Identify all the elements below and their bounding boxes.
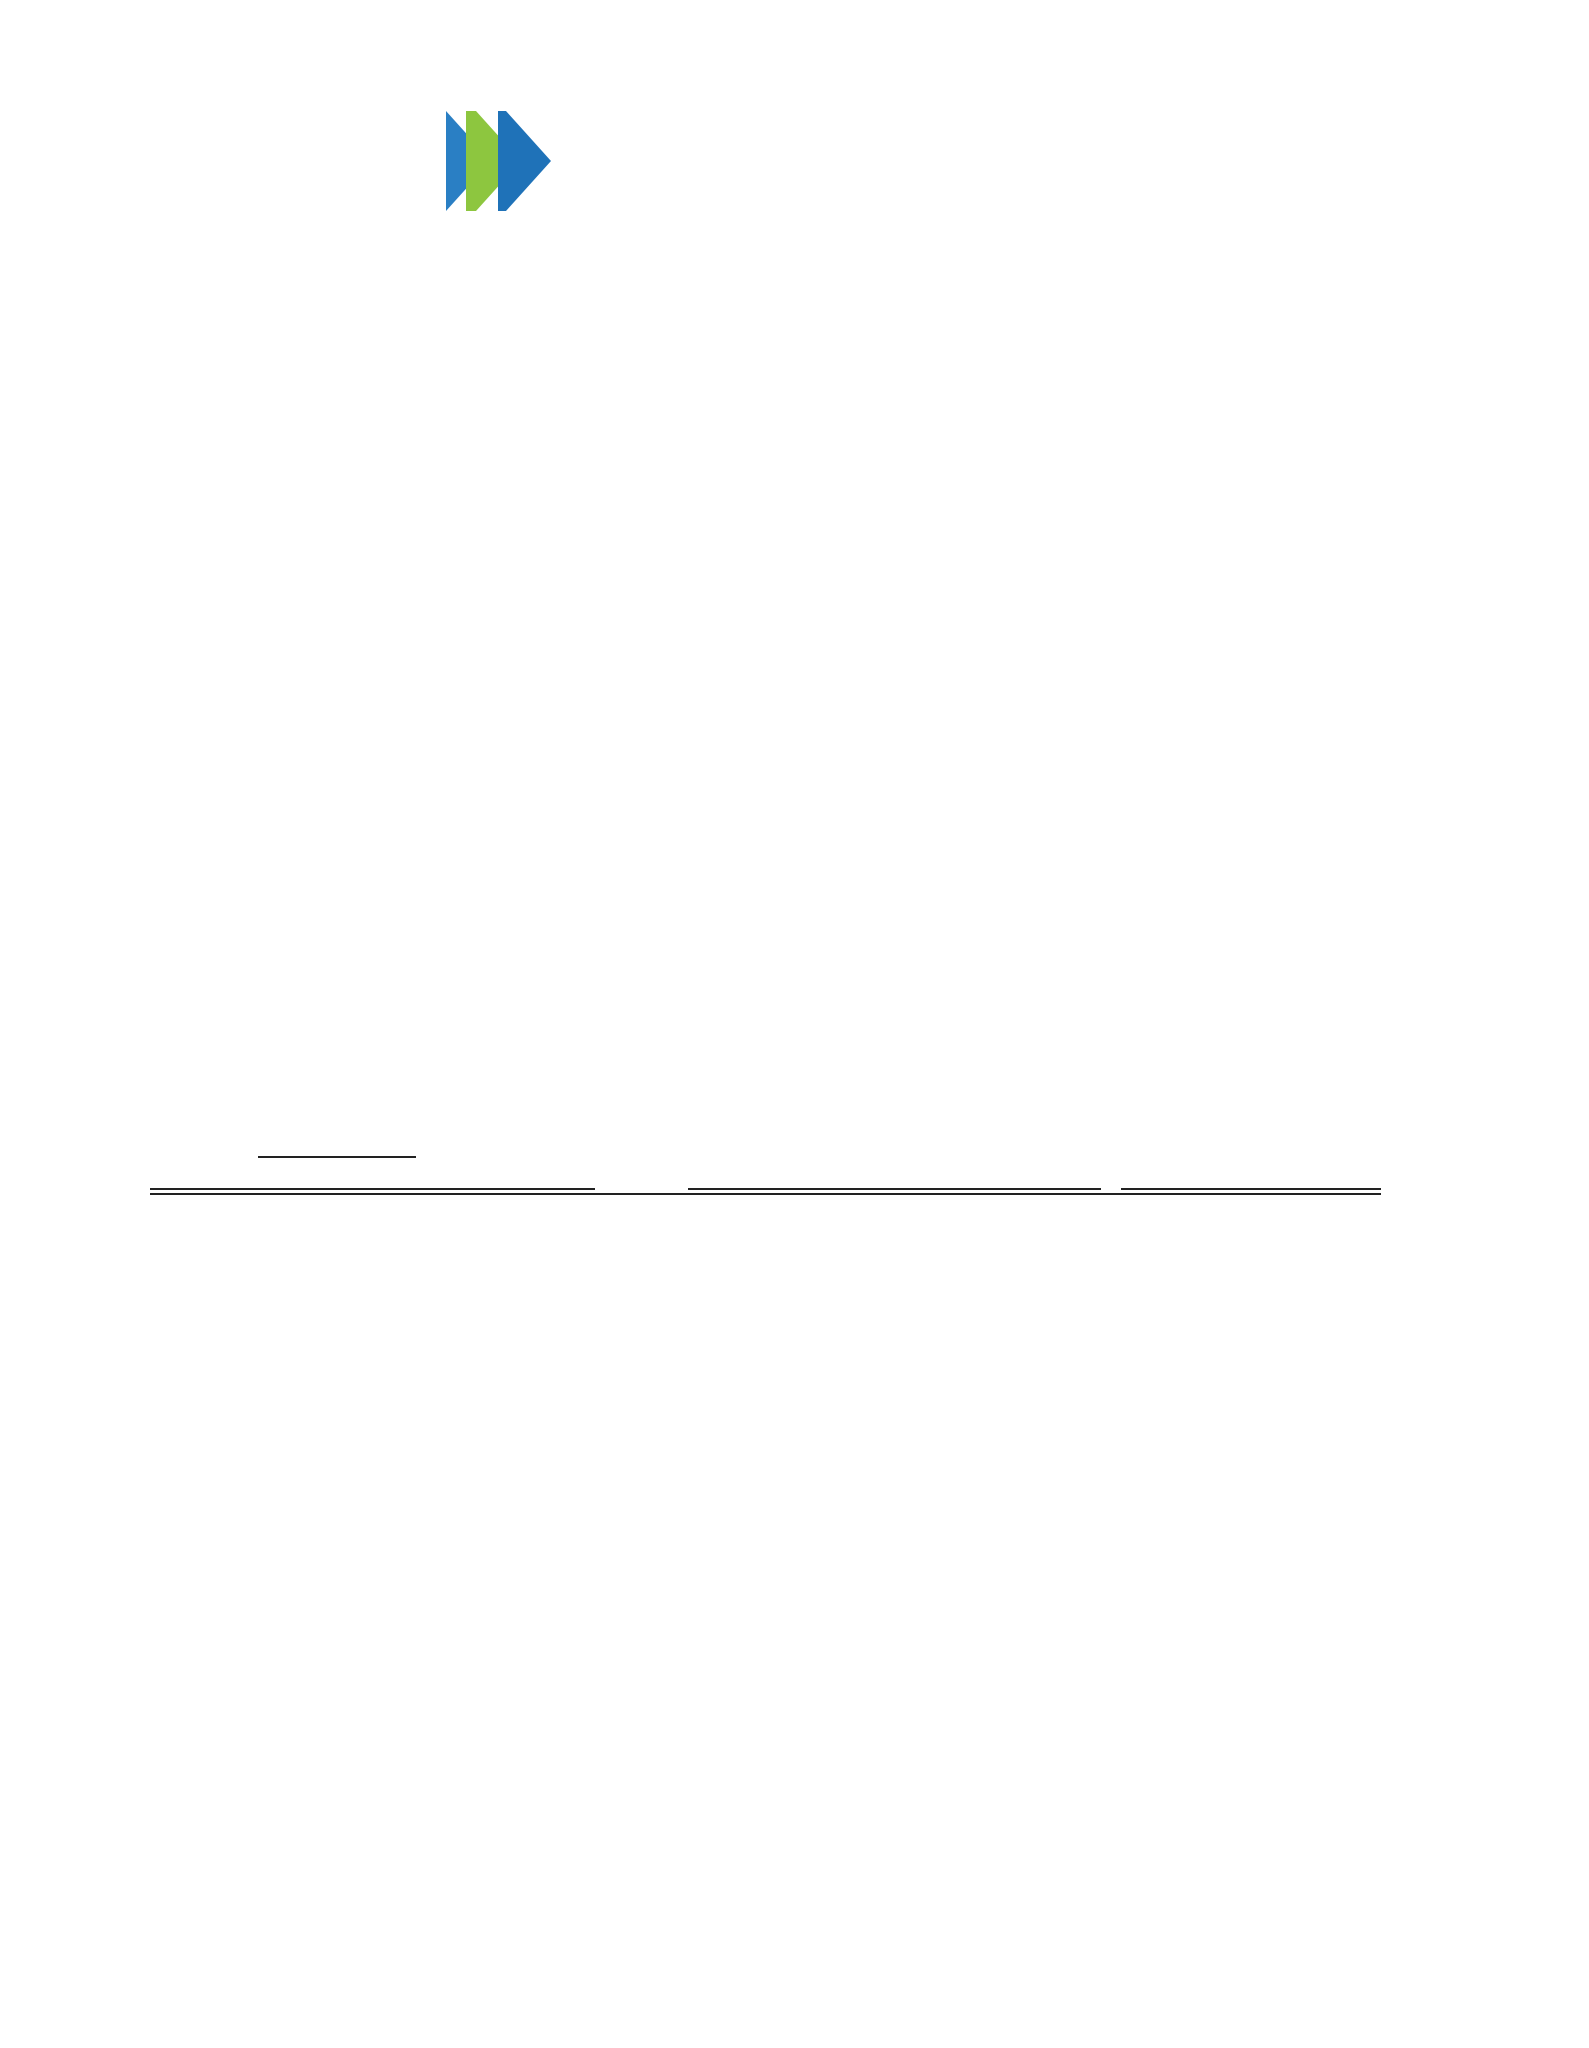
header-underline-nombre (688, 1188, 1101, 1190)
header-double-rule (150, 1193, 1381, 1195)
header-underline-ciudad (1121, 1188, 1381, 1190)
header-underline-left (150, 1188, 595, 1190)
crono-deporte-logo (196, 96, 596, 236)
logo-arrows-icon (446, 106, 581, 216)
header-group-divider (258, 1156, 416, 1158)
